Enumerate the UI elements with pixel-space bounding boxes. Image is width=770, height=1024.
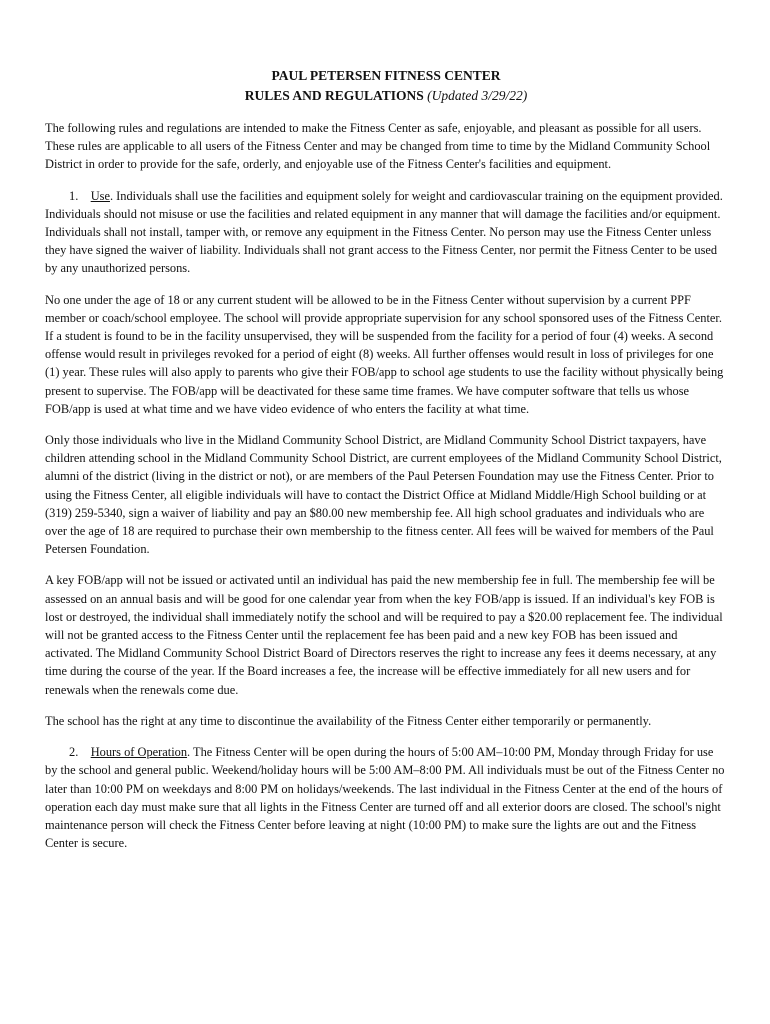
document-page [45,66,727,865]
section-use [45,187,727,278]
document-subtitle: RULES AND REGULATIONS [244,87,424,103]
section-number: 1. [69,188,79,203]
section-heading-use: Use [90,188,110,203]
updated-date: (Updated 3/29/22) [427,87,528,103]
section-text: . The Fitness Center will be open during the hours of 5:00 AM–10:00 PM, Monday through Friday for use by the school and general public. Weekend/holiday hours will be 5:00 AM–8:00 PM. All individuals must be out of the Fitness Center no later than 10:00 PM on weekdays and 8:00 PM on holidays/weekends. The last individual in the Fitness Center at the end of the hours of operation each day must make sure that all lights in the Fitness Center are turned off and all exterior doors are closed. The school's night maintenance person will check the Fitness Center before leaving at night (10:00 PM) to make sure the lights are out and the Fitness Center is secure. [45,745,725,851]
section-hours [45,743,727,852]
title-block [45,66,727,105]
document-subtitle-line [45,86,727,106]
key-fob-paragraph: A key FOB/app will not be issued or activated until an individual has paid the new membership fee in full. The membership fee will be assessed on an annual basis and will be good for one calendar year from when the key FOB/app is issued. If an individual's key FOB is lost or destroyed, the individual shall immediately notify the school and will be required to pay a $20.00 replacement fee. The individual will not be granted access to the Fitness Center until the replacement fee has been paid and a new key FOB has been issued and activated. The Midland Community School District Board of Directors reserves the right to increase any fees it deems necessary, at any time during the course of the year. If the Board increases a fee, the increase will be effective immediately for all new users and for renewals when the renewals come due. [45,573,723,697]
section-number: 2. [69,745,79,760]
eligibility-paragraph: Only those individuals who live in the Midland Community School District, are Midland Community School District taxpayers, have children attending school in the Midland Community School District, are current employees of the Midland Community School District, alumni of the district (living in the district or not), or are members of the Paul Petersen Foundation may use the Fitness Center. Prior to using the Fitness Center, all eligible individuals will have to contact the District Office at Midland Middle/High School building or at (319) 259-5340, sign a waiver of liability and pay an $80.00 new membership fee. All high school graduates and individuals who are over the age of 18 are required to purchase their own membership to the fitness center. All fees will be waived for members of the Paul Petersen Foundation. [45,433,722,557]
document-title: PAUL PETERSEN FITNESS CENTER [271,68,501,83]
discontinue-paragraph: The school has the right at any time to discontinue the availability of the Fitness Center either temporarily or permanently. [45,713,652,728]
section-heading-hours: Hours of Operation [90,745,188,760]
supervision-paragraph: No one under the age of 18 or any current student will be allowed to be in the Fitness Center without supervision by a current PPF member or coach/school employee. The school will provide appropriate supervision for any school sponsored uses of the Fitness Center. If a student is found to be in the facility unsupervised, they will be suspended from the facility for a period of four (4) weeks. A second offense would result in privileges revoked for a period of eight (8) weeks. All further offenses would result in loss of privileges for one (1) year. These rules will also apply to parents who give their FOB/app to school age students to use the facility without physically being present to supervise. The FOB/app will be deactivated for these same time frames. We have computer software that tells us whose FOB/app is used at what time and we have video evidence of who enters the facility at what time. [45,292,724,416]
intro-paragraph: The following rules and regulations are intended to make the Fitness Center as safe, enjoyable, and pleasant as possible for all users. These rules are applicable to all users of the Fitness Center and may be changed from time to time by the Midland Community School District in order to provide for the safe, orderly, and enjoyable use of the Fitness Center's facilities and equipment. [45,121,711,172]
section-text: . Individuals shall use the facilities and equipment solely for weight and cardiovascular training on the equipment provided. Individuals should not misuse or use the facilities and related equipment in any manner that will damage the facilities and/or equipment. Individuals shall not install, tamper with, or remove any equipment in the Fitness Center. No person may use the Fitness Center unless they have signed the waiver of liability. Individuals shall not grant access to the Fitness Center, nor permit the Fitness Center to be used by any unauthorized persons. [45,188,723,276]
